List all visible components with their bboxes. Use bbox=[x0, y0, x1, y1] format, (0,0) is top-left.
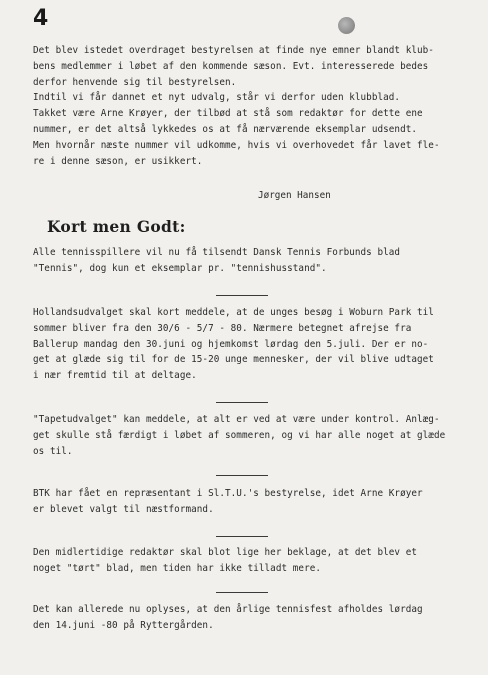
paragraph-btk bbox=[33, 486, 423, 518]
paragraph-editor bbox=[33, 545, 417, 577]
text-line: nummer, er det altså lykkedes os at få nærværende eksemplar udsendt. bbox=[33, 123, 418, 135]
paragraph-party bbox=[33, 602, 423, 634]
section-heading: Kort men Godt: bbox=[47, 217, 186, 236]
text-line: "Tennis", dog kun et eksemplar pr. "tennishusstand". bbox=[33, 262, 327, 274]
text-line: BTK har fået en repræsentant i Sl.T.U.'s bestyrelse, idet Arne Krøyer bbox=[33, 488, 423, 499]
text-line: re i denne sæson, er usikkert. bbox=[33, 155, 203, 167]
divider bbox=[216, 475, 268, 476]
text-line: sommer bliver fra den 30/6 - 5/7 - 80. Nærmere betegnet afrejse fra bbox=[33, 322, 412, 334]
text-line: Det kan allerede nu oplyses, at den årlige tennisfest afholdes lørdag bbox=[33, 604, 423, 615]
paragraph-tapet bbox=[33, 412, 445, 459]
text-line: Hollandsudvalget skal kort meddele, at de unges besøg i Woburn Park til bbox=[33, 307, 434, 318]
divider bbox=[216, 402, 268, 403]
signature: Jørgen Hansen bbox=[258, 190, 331, 201]
text-line: Alle tennisspillere vil nu få tilsendt Dansk Tennis Forbunds blad bbox=[33, 247, 401, 258]
text-line: Men hvornår næste nummer vil udkomme, hvis vi overhovedet får lavet fle- bbox=[33, 139, 440, 151]
paragraph-tennis-magazine bbox=[33, 245, 400, 277]
text-line: Indtil vi får dannet et nyt udvalg, står vi derfor uden klubblad. bbox=[33, 92, 401, 104]
punch-hole bbox=[338, 17, 355, 34]
text-line: noget "tørt" blad, men tiden har ikke tilladt mere. bbox=[33, 562, 322, 574]
text-line: Ballerup mandag den 30.juni og hjemkomst lørdag den 5.juli. Der er no- bbox=[33, 338, 429, 350]
text-line: Det blev istedet overdraget bestyrelsen at finde nye emner blandt klub- bbox=[33, 45, 434, 56]
divider bbox=[216, 592, 268, 593]
paragraph-intro bbox=[33, 43, 440, 169]
text-line: "Tapetudvalget" kan meddele, at alt er ved at være under kontrol. Anlæg- bbox=[33, 414, 440, 425]
text-line: den 14.juni -80 på Ryttergården. bbox=[33, 619, 214, 631]
text-line: get at glæde sig til for de 15-20 unge mennesker, der vil blive udtaget bbox=[33, 354, 434, 366]
text-line: derfor henvende sig til bestyrelsen. bbox=[33, 76, 237, 88]
text-line: bens medlemmer i løbet af den kommende sæson. Evt. interesserede bedes bbox=[33, 60, 429, 72]
paragraph-holland bbox=[33, 305, 434, 384]
text-line: er blevet valgt til næstformand. bbox=[33, 503, 214, 515]
divider bbox=[216, 536, 268, 537]
text-line: Den midlertidige redaktør skal blot lige her beklage, at det blev et bbox=[33, 547, 418, 558]
page-number: 4 bbox=[33, 6, 49, 31]
text-line: Takket være Arne Krøyer, der tilbød at stå som redaktør for dette ene bbox=[33, 108, 423, 120]
text-line: get skulle stå færdigt i løbet af sommeren, og vi har alle noget at glæde bbox=[33, 429, 446, 441]
divider bbox=[216, 295, 268, 296]
text-line: os til. bbox=[33, 445, 73, 457]
text-line: i nær fremtid til at deltage. bbox=[33, 370, 197, 382]
